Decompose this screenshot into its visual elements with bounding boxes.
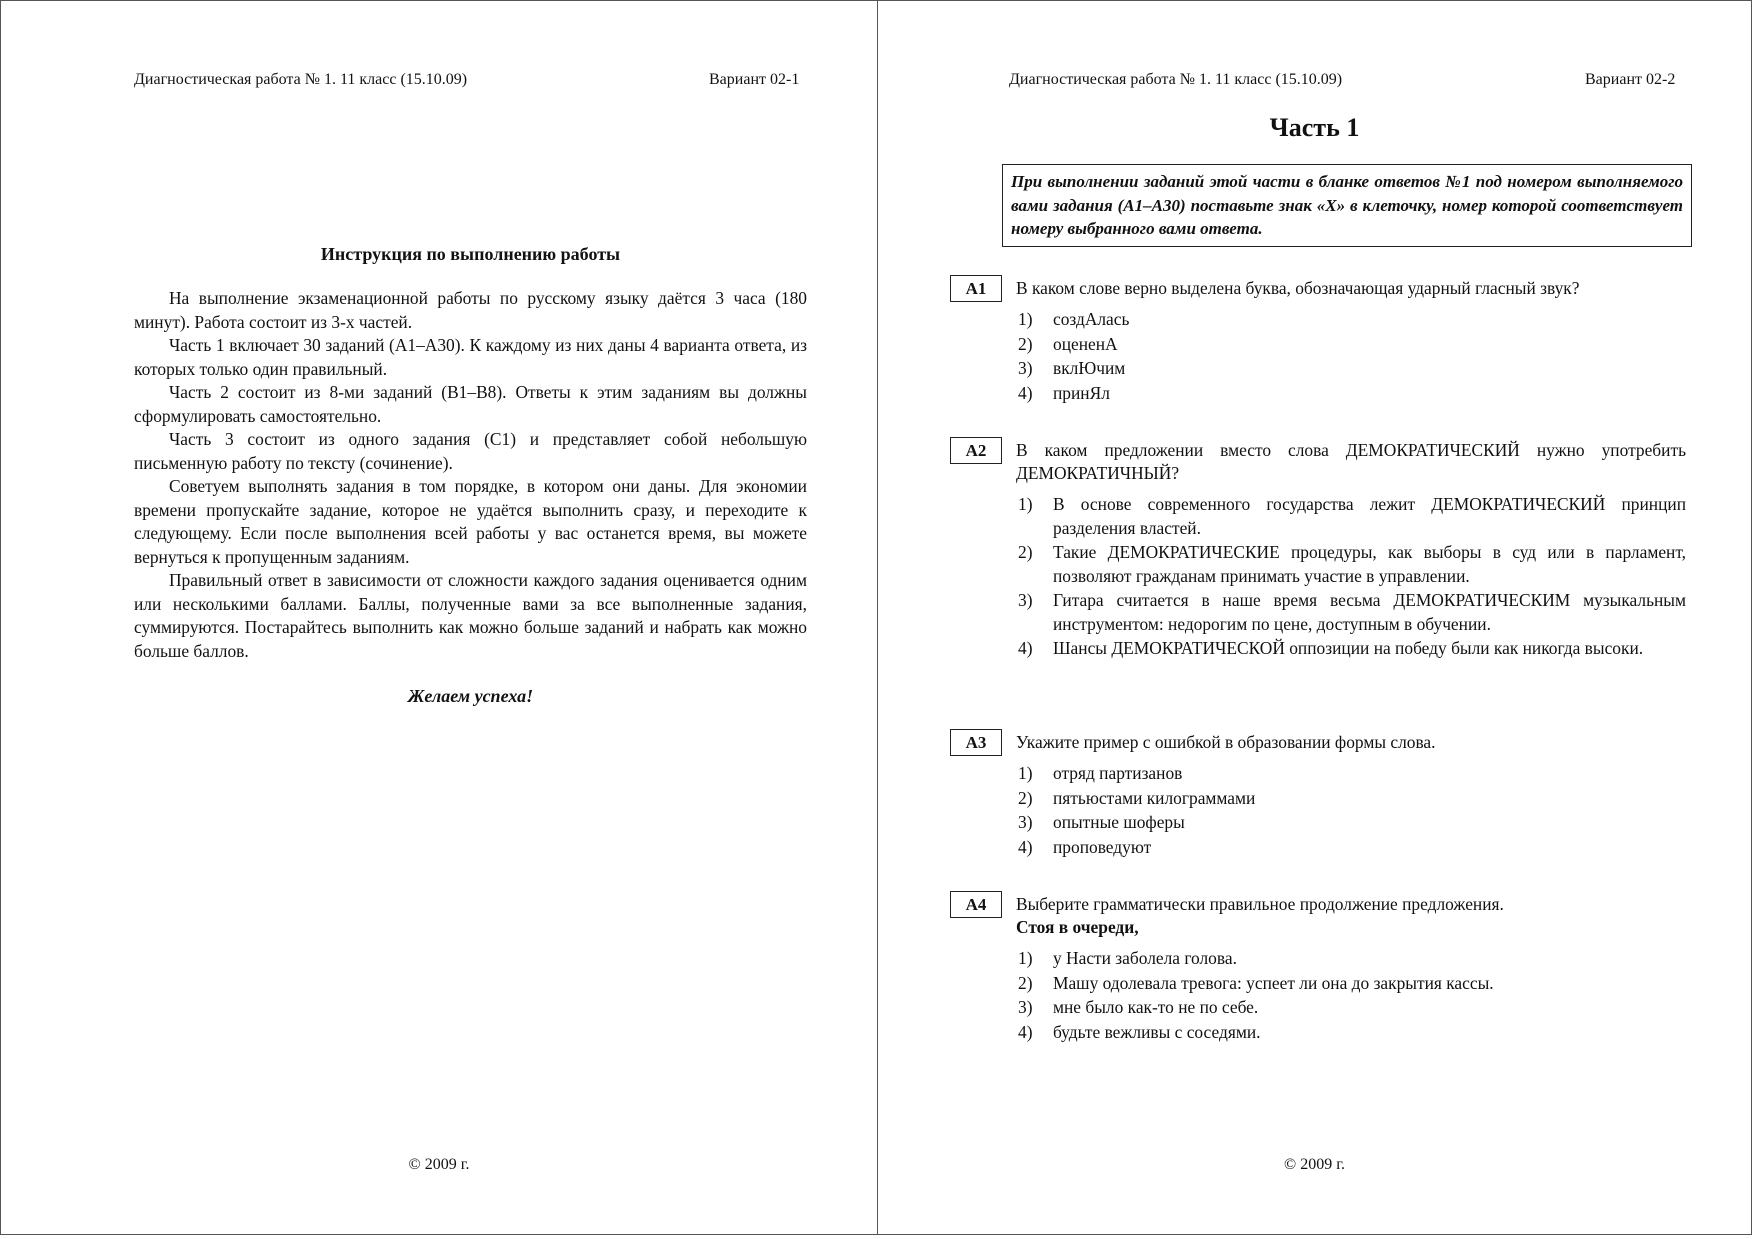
instruction-title: Инструкция по выполнению работы: [320, 244, 621, 264]
task-label-badge: А3: [950, 729, 1002, 756]
answer-option[interactable]: [1016, 836, 1686, 860]
instruction-body: [134, 287, 807, 663]
answer-option[interactable]: [1016, 1021, 1686, 1045]
option-number: 2): [1018, 333, 1033, 354]
option-text: Машу одолевала тревога: успеет ли она до закрытия кассы.: [1053, 972, 1494, 993]
task-question-bold: Стоя в очереди,: [1016, 917, 1139, 937]
task-question-text: Выберите грамматически правильное продолжение предложения.: [1016, 894, 1504, 914]
option-text: будьте вежливы с соседями.: [1053, 1021, 1261, 1042]
option-number: 2): [1018, 787, 1033, 808]
option-number: 2): [1018, 972, 1033, 993]
answer-option[interactable]: [1016, 787, 1686, 811]
option-text: вклЮчим: [1053, 358, 1126, 378]
option-text: мне было как-то не по себе.: [1053, 997, 1259, 1017]
instruction-paragraph: Правильный ответ в зависимости от сложности каждого задания оценивается одним или несколькими баллами. Баллы, полученные вами за все выполненные задания, суммируются. Постарайтесь выполнить как можно больше заданий и набрать как можно больше баллов.: [134, 570, 807, 661]
task-question: [1016, 729, 1686, 754]
option-text: у Насти заболела голова.: [1053, 948, 1237, 968]
option-number: 1): [1018, 309, 1033, 329]
option-text: создАлась: [1053, 309, 1130, 329]
option-text: отряд партизанов: [1053, 763, 1183, 783]
option-text: пятьюстами килограммами: [1053, 787, 1256, 808]
task-question-text: В каком слове верно выделена буква, обозначающая ударный гласный звук?: [1016, 278, 1580, 298]
task-question-text: В каком предложении вместо слова ДЕМОКРАТИЧЕСКИЙ нужно употребить ДЕМОКРАТИЧНЫЙ?: [1016, 440, 1686, 483]
task-question: [1016, 437, 1686, 485]
answer-option[interactable]: [1016, 762, 1686, 786]
instruction-paragraph: Советуем выполнять задания в том порядке, в котором они даны. Для экономии времени пропускайте задание, которое не удаётся выполнить сразу, и переходите к следующему. Если после выполнения всей работы у вас останется время, вы можете вернуться к пропущенным заданиям.: [134, 476, 807, 567]
task-a2: [950, 437, 1686, 662]
task-a3: [950, 729, 1686, 860]
option-number: 2): [1018, 542, 1033, 562]
option-number: 4): [1018, 382, 1033, 403]
answer-options: [1016, 308, 1686, 405]
answer-option[interactable]: [1016, 333, 1686, 357]
option-number: 4): [1018, 836, 1033, 857]
instruction-notice-box: При выполнении заданий этой части в бланке ответов №1 под номером выполняемого вами задания (А1–А30) поставьте знак «Х» в клеточку, номер которой соответствует номеру выбранного вами ответа.: [1002, 164, 1692, 247]
task-label-badge: А4: [950, 891, 1002, 918]
answer-option[interactable]: [1016, 357, 1686, 381]
right-page: [877, 0, 1752, 1235]
instruction-paragraph: На выполнение экзаменационной работы по русскому языку даётся 3 часа (180 минут). Работа состоит из 3-х частей.: [134, 288, 807, 332]
right-header-variant: Вариант 02-2: [1585, 71, 1676, 88]
option-text: проповедуют: [1053, 836, 1152, 857]
task-label-badge: А2: [950, 437, 1002, 464]
left-page: [0, 0, 878, 1235]
option-number: 4): [1018, 638, 1033, 658]
answer-option[interactable]: [1016, 541, 1686, 588]
instruction-paragraph: Часть 1 включает 30 заданий (А1–А30). К каждому из них даны 4 варианта ответа, из которых только один правильный.: [134, 335, 807, 379]
answer-option[interactable]: [1016, 996, 1686, 1020]
right-header-title: Диагностическая работа № 1. 11 класс (15.10.09): [1009, 71, 1343, 88]
answer-options: [1016, 947, 1686, 1044]
answer-option[interactable]: [1016, 637, 1686, 661]
option-number: 1): [1018, 763, 1033, 783]
task-question: [1016, 275, 1686, 300]
answer-option[interactable]: [1016, 382, 1686, 406]
answer-option[interactable]: [1016, 308, 1686, 332]
answer-option[interactable]: [1016, 493, 1686, 540]
option-text: Шансы ДЕМОКРАТИЧЕСКОЙ оппозиции на победу были как никогда высоки.: [1053, 638, 1644, 658]
option-text: В основе современного государства лежит ДЕМОКРАТИЧЕСКИЙ принцип разделения властей.: [1053, 494, 1686, 538]
answer-option[interactable]: [1016, 972, 1686, 996]
answer-option[interactable]: [1016, 811, 1686, 835]
option-text: оцененА: [1053, 333, 1118, 354]
option-text: Такие ДЕМОКРАТИЧЕСКИЕ процедуры, как выборы в суд или в парламент, позволяют гражданам принимать участие в управлении.: [1053, 542, 1686, 586]
option-number: 1): [1018, 494, 1033, 514]
answer-option[interactable]: [1016, 589, 1686, 636]
task-question: [1016, 891, 1686, 939]
right-footer: © 2009 г.: [1284, 1156, 1345, 1173]
option-text: Гитара считается в наше время весьма ДЕМОКРАТИЧЕСКИМ музыкальным инструментом: недорогим по цене, доступным в обучении.: [1053, 590, 1686, 634]
left-footer: © 2009 г.: [408, 1156, 470, 1173]
instruction-paragraph: Часть 2 состоит из 8-ми заданий (В1–В8). Ответы к этим заданиям вы должны сформулировать самостоятельно.: [134, 382, 807, 426]
left-header-title: Диагностическая работа № 1. 11 класс (15.10.09): [134, 71, 468, 88]
option-number: 3): [1018, 358, 1033, 378]
task-question-text: Укажите пример с ошибкой в образовании формы слова.: [1016, 732, 1436, 752]
instruction-paragraph: Часть 3 состоит из одного задания (С1) и представляет собой небольшую письменную работу по тексту (сочинение).: [134, 429, 807, 473]
option-number: 3): [1018, 997, 1033, 1017]
option-text: опытные шоферы: [1053, 812, 1185, 832]
task-a1: [950, 275, 1686, 406]
option-number: 3): [1018, 812, 1033, 832]
option-number: 1): [1018, 948, 1033, 968]
left-header-variant: Вариант 02-1: [709, 71, 800, 88]
task-label-badge: А1: [950, 275, 1002, 302]
task-a4: [950, 891, 1686, 1045]
answer-option[interactable]: [1016, 947, 1686, 971]
option-text: принЯл: [1053, 382, 1110, 403]
option-number: 3): [1018, 590, 1033, 610]
answer-options: [1016, 493, 1686, 661]
part-title: Часть 1: [1269, 113, 1360, 142]
option-number: 4): [1018, 1021, 1033, 1042]
wish-text: Желаем успеха!: [407, 686, 534, 706]
answer-options: [1016, 762, 1686, 859]
